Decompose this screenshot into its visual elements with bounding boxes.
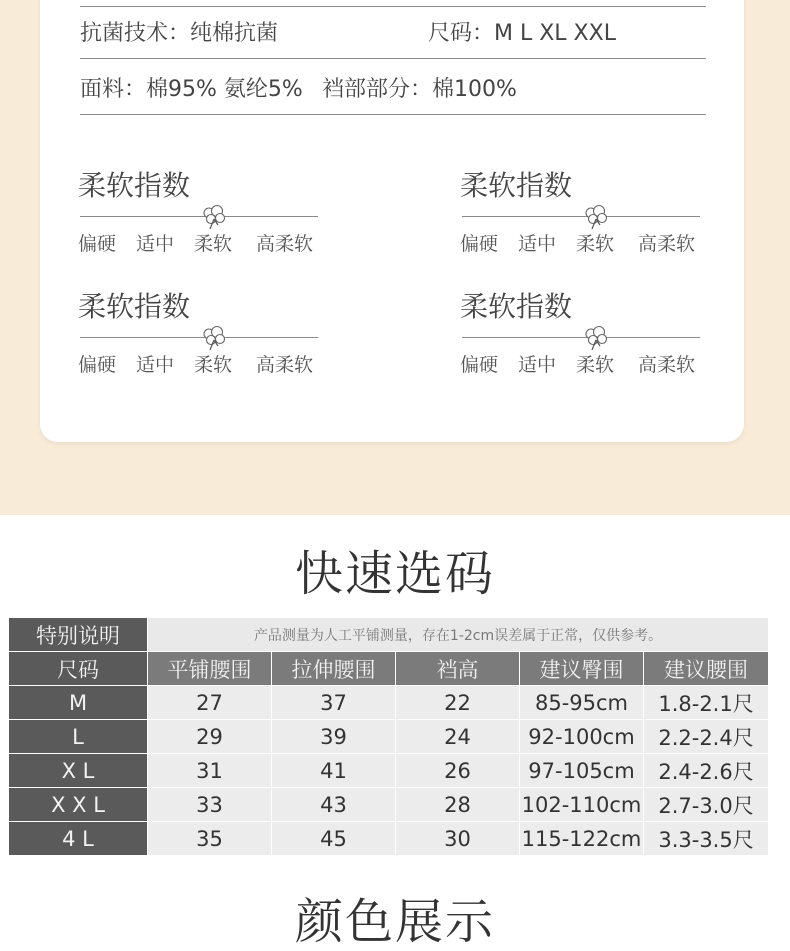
level-medium: 适中 (136, 233, 175, 255)
header-cell: 建议臀围 (520, 652, 644, 686)
softness-scale-bar (80, 337, 318, 338)
softness-title: 柔软指数 (78, 169, 191, 202)
size-cell: X X L (9, 788, 148, 822)
table-cell: 2.7-3.0尺 (644, 788, 769, 822)
table-cell: 39 (272, 720, 396, 754)
level-soft: 柔软 (576, 354, 615, 376)
table-cell: 3.3-3.5尺 (644, 822, 769, 856)
table-cell: 85-95cm (520, 686, 644, 720)
table-cell: 30 (396, 822, 520, 856)
table-cell: 33 (148, 788, 272, 822)
size-cell: M (9, 686, 148, 720)
color-showcase-title: 颜色展示 (294, 894, 495, 950)
table-cell: 27 (148, 686, 272, 720)
table-row (9, 822, 769, 856)
softness-scale-bar (80, 216, 318, 217)
level-soft: 柔软 (194, 233, 233, 255)
level-hard: 偏硬 (78, 233, 117, 255)
softness-title: 柔软指数 (460, 290, 573, 323)
table-cell: 37 (272, 686, 396, 720)
cotton-icon (582, 203, 610, 231)
softness-index (460, 289, 700, 389)
softness-title: 柔软指数 (460, 169, 573, 202)
cotton-icon (200, 203, 228, 231)
table-cell: 92-100cm (520, 720, 644, 754)
level-soft: 柔软 (576, 233, 615, 255)
table-cell: 97-105cm (520, 754, 644, 788)
level-medium: 适中 (136, 354, 175, 376)
table-cell: 41 (272, 754, 396, 788)
note-text: 产品测量为人工平铺测量，存在1-2cm误差属于正常，仅供参考。 (148, 618, 769, 652)
level-hard: 偏硬 (460, 354, 499, 376)
quick-size-title: 快速选码 (294, 546, 495, 602)
level-extra-soft: 高柔软 (638, 354, 696, 376)
note-label: 特别说明 (9, 618, 148, 652)
divider-line (80, 58, 706, 59)
table-cell: 45 (272, 822, 396, 856)
level-hard: 偏硬 (78, 354, 117, 376)
divider-line (80, 6, 706, 7)
tech-label: 抗菌技术：纯棉抗菌 (80, 21, 279, 46)
table-row (9, 788, 769, 822)
table-cell: 1.8-2.1尺 (644, 686, 769, 720)
cotton-icon (582, 324, 610, 352)
table-cell: 35 (148, 822, 272, 856)
divider-line (80, 114, 706, 115)
softness-scale-bar (462, 216, 700, 217)
table-cell: 24 (396, 720, 520, 754)
level-medium: 适中 (518, 354, 557, 376)
softness-index (78, 168, 318, 268)
header-cell: 尺码 (9, 652, 148, 686)
size-cell: 4 L (9, 822, 148, 856)
table-row (9, 720, 769, 754)
table-cell: 43 (272, 788, 396, 822)
header-cell: 拉伸腰围 (272, 652, 396, 686)
table-cell: 28 (396, 788, 520, 822)
table-row (9, 686, 769, 720)
softness-index (460, 168, 700, 268)
note-row (9, 618, 769, 652)
table-cell: 29 (148, 720, 272, 754)
softness-title: 柔软指数 (78, 290, 191, 323)
table-cell: 31 (148, 754, 272, 788)
size-cell: L (9, 720, 148, 754)
cotton-icon (200, 324, 228, 352)
fabric-label: 面料：棉95% 氨纶5% (80, 77, 303, 102)
level-soft: 柔软 (194, 354, 233, 376)
level-extra-soft: 高柔软 (256, 354, 314, 376)
size-label: 尺码：M L XL XXL (428, 21, 616, 46)
header-cell: 裆高 (396, 652, 520, 686)
softness-scale-bar (462, 337, 700, 338)
level-medium: 适中 (518, 233, 557, 255)
level-extra-soft: 高柔软 (638, 233, 696, 255)
table-cell: 26 (396, 754, 520, 788)
header-row (9, 652, 769, 686)
crotch-label: 裆部部分：棉100% (322, 77, 517, 102)
table-cell: 102-110cm (520, 788, 644, 822)
table-cell: 2.2-2.4尺 (644, 720, 769, 754)
table-row (9, 754, 769, 788)
header-cell: 平铺腰围 (148, 652, 272, 686)
table-cell: 2.4-2.6尺 (644, 754, 769, 788)
table-cell: 115-122cm (520, 822, 644, 856)
softness-index (78, 289, 318, 389)
level-extra-soft: 高柔软 (256, 233, 314, 255)
size-table (8, 617, 769, 856)
table-cell: 22 (396, 686, 520, 720)
size-cell: X L (9, 754, 148, 788)
header-cell: 建议腰围 (644, 652, 769, 686)
level-hard: 偏硬 (460, 233, 499, 255)
